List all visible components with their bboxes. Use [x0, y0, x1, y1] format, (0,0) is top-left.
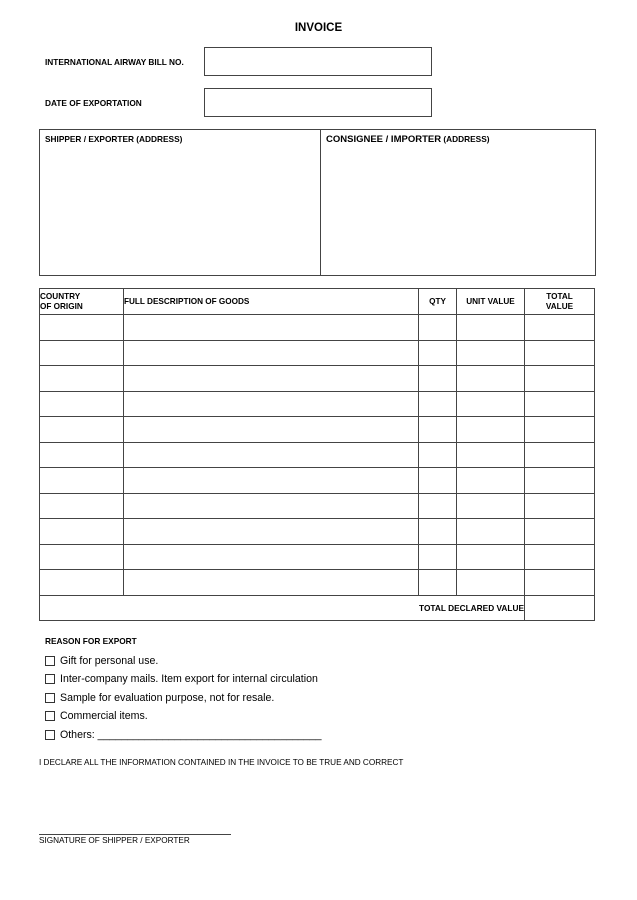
consignee-label-sub: (ADDRESS) [443, 134, 490, 144]
description-cell[interactable] [124, 493, 419, 519]
export-date-input[interactable] [204, 88, 432, 117]
total-declared-row [40, 595, 595, 621]
declaration-text: I DECLARE ALL THE INFORMATION CONTAINED IN THE INVOICE TO BE TRUE AND CORRECT [39, 758, 404, 767]
consignee-address-box[interactable] [320, 129, 596, 276]
qty-cell[interactable] [419, 519, 457, 545]
country-cell[interactable] [40, 493, 124, 519]
table-row [40, 519, 595, 545]
qty-cell[interactable] [419, 570, 457, 596]
total-value-cell[interactable] [525, 315, 595, 341]
total-value-cell[interactable] [525, 468, 595, 494]
country-cell[interactable] [40, 519, 124, 545]
header-total-line2: VALUE [545, 301, 574, 311]
checkbox[interactable] [45, 730, 55, 740]
header-country-of-origin [40, 289, 124, 315]
qty-cell[interactable] [419, 315, 457, 341]
unit-value-cell[interactable] [457, 519, 525, 545]
unit-value-cell[interactable] [457, 570, 525, 596]
total-value-cell[interactable] [525, 417, 595, 443]
shipper-address-box[interactable] [39, 129, 321, 276]
reason-option-label: Sample for evaluation purpose, not for resale. [60, 692, 275, 704]
goods-table [39, 288, 595, 621]
table-row [40, 570, 595, 596]
description-cell[interactable] [124, 417, 419, 443]
total-value-cell[interactable] [525, 340, 595, 366]
total-value-cell[interactable] [525, 366, 595, 392]
country-cell[interactable] [40, 315, 124, 341]
unit-value-cell[interactable] [457, 315, 525, 341]
reason-option-label: Inter-company mails. Item export for internal circulation [60, 673, 318, 685]
unit-value-cell[interactable] [457, 391, 525, 417]
total-value-cell[interactable] [525, 519, 595, 545]
reason-option-commercial[interactable] [45, 710, 148, 722]
reason-option-sample[interactable] [45, 692, 274, 704]
country-cell[interactable] [40, 544, 124, 570]
qty-cell[interactable] [419, 442, 457, 468]
total-value-cell[interactable] [525, 391, 595, 417]
description-cell[interactable] [124, 442, 419, 468]
airway-bill-input[interactable] [204, 47, 432, 76]
total-declared-value-cell[interactable] [525, 595, 595, 621]
consignee-address-label [321, 130, 595, 149]
reason-option-gift[interactable] [45, 655, 158, 667]
description-cell[interactable] [124, 340, 419, 366]
reason-option-label: Gift for personal use. [60, 655, 159, 667]
qty-cell[interactable] [419, 468, 457, 494]
country-cell[interactable] [40, 391, 124, 417]
checkbox[interactable] [45, 674, 55, 684]
description-cell[interactable] [124, 468, 419, 494]
description-cell[interactable] [124, 391, 419, 417]
description-cell[interactable] [124, 366, 419, 392]
country-cell[interactable] [40, 442, 124, 468]
header-description: FULL DESCRIPTION OF GOODS [124, 289, 419, 315]
table-row [40, 315, 595, 341]
header-total-line1: TOTAL [546, 292, 573, 301]
signature-line[interactable] [39, 834, 231, 835]
reason-option-intercompany[interactable] [45, 673, 318, 685]
total-declared-label: TOTAL DECLARED VALUE [40, 595, 525, 621]
description-cell[interactable] [124, 519, 419, 545]
header-qty: QTY [419, 289, 457, 315]
description-cell[interactable] [124, 315, 419, 341]
country-cell[interactable] [40, 468, 124, 494]
country-cell[interactable] [40, 570, 124, 596]
description-cell[interactable] [124, 570, 419, 596]
qty-cell[interactable] [419, 544, 457, 570]
unit-value-cell[interactable] [457, 442, 525, 468]
qty-cell[interactable] [419, 417, 457, 443]
table-row [40, 442, 595, 468]
qty-cell[interactable] [419, 493, 457, 519]
consignee-label-main: CONSIGNEE / IMPORTER [326, 134, 442, 145]
total-value-cell[interactable] [525, 570, 595, 596]
page-title: INVOICE [294, 22, 343, 34]
reason-option-label: Others: ______________________________________ [60, 729, 322, 741]
unit-value-cell[interactable] [457, 366, 525, 392]
header-origin-line1: COUNTRY [40, 292, 81, 301]
checkbox[interactable] [45, 693, 55, 703]
total-value-cell[interactable] [525, 544, 595, 570]
header-total-value [525, 289, 595, 315]
table-row [40, 366, 595, 392]
unit-value-cell[interactable] [457, 340, 525, 366]
signature-label: SIGNATURE OF SHIPPER / EXPORTER [39, 836, 190, 845]
shipper-address-label: SHIPPER / EXPORTER (ADDRESS) [45, 134, 183, 144]
checkbox[interactable] [45, 656, 55, 666]
description-cell[interactable] [124, 544, 419, 570]
unit-value-cell[interactable] [457, 493, 525, 519]
header-origin-line2: OF ORIGIN [40, 301, 83, 311]
export-date-label: DATE OF EXPORTATION [45, 98, 142, 108]
unit-value-cell[interactable] [457, 544, 525, 570]
checkbox[interactable] [45, 711, 55, 721]
table-row [40, 493, 595, 519]
table-row [40, 417, 595, 443]
unit-value-cell[interactable] [457, 468, 525, 494]
qty-cell[interactable] [419, 391, 457, 417]
airway-bill-label: INTERNATIONAL AIRWAY BILL NO. [45, 57, 184, 67]
country-cell[interactable] [40, 340, 124, 366]
total-value-cell[interactable] [525, 493, 595, 519]
reason-option-label: Commercial items. [60, 710, 148, 722]
total-value-cell[interactable] [525, 442, 595, 468]
country-cell[interactable] [40, 417, 124, 443]
goods-table-header [40, 289, 595, 315]
qty-cell[interactable] [419, 340, 457, 366]
unit-value-cell[interactable] [457, 417, 525, 443]
country-cell[interactable] [40, 366, 124, 392]
table-row [40, 391, 595, 417]
reason-for-export-title: REASON FOR EXPORT [45, 636, 137, 646]
table-row [40, 544, 595, 570]
qty-cell[interactable] [419, 366, 457, 392]
header-unit-value: UNIT VALUE [457, 289, 525, 315]
table-row [40, 468, 595, 494]
table-row [40, 340, 595, 366]
reason-option-others[interactable] [45, 729, 322, 741]
